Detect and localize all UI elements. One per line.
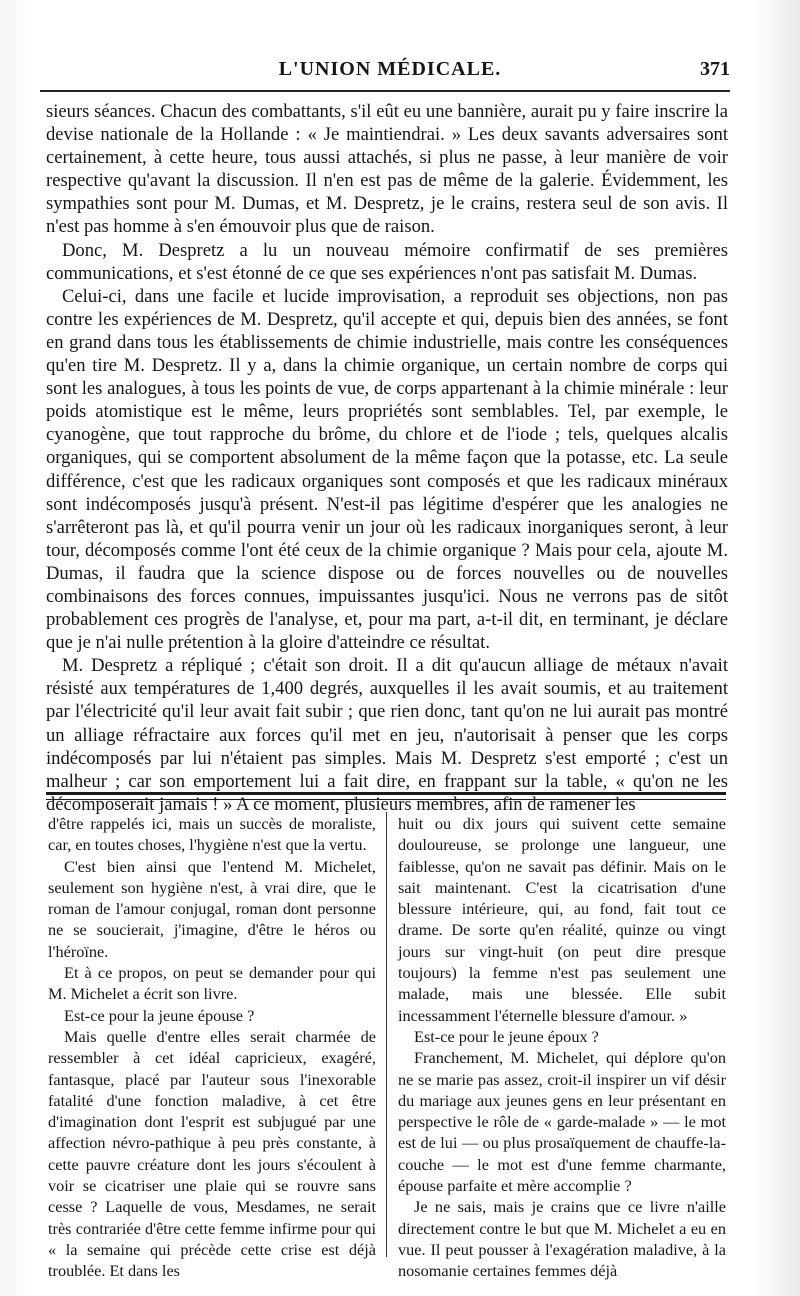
running-header (40, 58, 740, 90)
feuilleton-paragraph: Franchement, M. Michelet, qui déplore qu'on ne se marie pas assez, croit-il inspirer un vif désir du mariage aux jeunes gens en leur présentant en perspective le rôle de « garde-malade » — le mot est de lui — ou plus prosaïquement de chauffe-la-couche — le mot est d'une femme charmante, épouse parfaite et mère accomplie ? (398, 1048, 726, 1196)
feuilleton-paragraph: huit ou dix jours qui suivent cette semaine douloureuse, se prolonge une langueur, une faiblesse, qu'on ne savait pas définir. Mais on le sait maintenant. C'est la cicatrisation d'une blessure intérieure, qui, au fond, fait tout ce drame. De sorte qu'en réalité, quinze ou vingt jours sur vingt-huit (on peut dire presque toujours) la femme n'est pas seulement une malade, mais une blessée. Elle subit incessamment l'éternelle blessure d'amour. » (398, 814, 726, 1025)
journal-title: L'UNION MÉDICALE. (278, 58, 502, 80)
header-rule (40, 90, 730, 92)
main-paragraph: M. Despretz a répliqué ; c'était son droit. Il a dit qu'aucun alliage de métaux n'avait résisté aux températures de 1,400 degrés, auxquelles il les avait soumis, et au traitement par l'électricité qu'il leur avait fait subir ; que rien donc, tant qu'on ne lui aurait pas montré un alliage réfractaire aux forces qu'il met en jeu, n'autorisait à penser que les corps indécomposés par lui n'étaient pas simples. Mais M. Despretz s'est emporté ; c'est un malheur ; car son emportement lui a fait dire, en frappant sur la table, « qu'on ne les décomposerait jamais ! » A ce moment, plusieurs membres, afin de ramener les (46, 655, 728, 815)
main-paragraph: sieurs séances. Chacun des combattants, s'il eût eu une bannière, aurait pu y faire inscrire la devise nationale de la Hollande : « Je maintiendrai. » Les deux savants adversaires sont certainement, à cette heure, tous aussi attachés, si plus ne passe, à leur manière de voir respective qu'avant la discussion. Il n'en est pas de même de la galerie. Évidemment, les sympathies sont pour M. Dumas, et M. Despretz, je le crains, restera seul de son avis. Il n'est pas homme à s'en émouvoir plus que de raison. (46, 101, 728, 238)
feuilleton-left-column (48, 813, 376, 1282)
main-paragraph: Celui-ci, dans une facile et lucide improvisation, a reproduit ses objections, non pas contre les expériences de M. Despretz, qu'il accepte et qui, depuis bien des années, se font en grand dans tous les établissements de chimie industrielle, mais contre les conséquences qu'en tire M. Despretz. Il y a, dans la chimie organique, un certain nombre de corps qui sont les analogues, à tous les points de vue, de corps appartenant à la chimie minérale : leur poids atomistique est le même, leurs propriétés sont semblables. Tel, par exemple, le cyanogène, que tout rapproche du brôme, du chlore et de l'iode ; tels, quelques alcalis organiques, qui se comportent absolument de la même façon que la potasse, etc. La seule différence, c'est que les radicaux organiques sont composés et que les radicaux minéraux sont indécomposés jusqu'à présent. N'est-il pas légitime d'espérer que les analogies ne s'arrêteront pas là, et qu'il pourra venir un jour où les radicaux inorganiques seront, à leur tour, décomposés comme l'ont été ceux de la chimie organique ? Mais pour cela, ajoute M. Dumas, il faudra que la science dispose ou de forces nouvelles ou de nouvelles combinaisons des forces connues, impuissantes jusqu'ici. Nous ne verrons pas de sitôt probablement ces progrès de l'analyse, et, pour ma part, a-t-il dit, en terminant, je déclare que je n'ai nulle prétention à la gloire d'atteindre ce résultat. (46, 285, 728, 654)
feuilleton-separator (46, 792, 726, 800)
main-paragraph: Donc, M. Despretz a lu un nouveau mémoire confirmatif de ses premières communications, et s'est étonné de ce que ses expériences n'ont pas satisfait M. Dumas. (46, 239, 728, 284)
feuilleton-paragraph: Je ne sais, mais je crains que ce livre n'aille directement contre le but que M. Michelet a eu en vue. Il peut pousser à l'exagération maladive, à la nosomanie certaines femmes déjà (398, 1197, 726, 1281)
feuilleton-paragraph: d'être rappelés ici, mais un succès de moraliste, car, en toutes choses, l'hygiène n'est que la vertu. (48, 814, 376, 855)
feuilleton-paragraph: Mais quelle d'entre elles serait charmée de ressembler à cet idéal capricieux, exagéré, fantasque, placé par l'auteur sous l'inexorable fatalité d'une fonction maladive, à cet être d'imagination dont l'esprit est subjugué par une affection névro-pathique à peu près constante, à cette pauvre créature dont les jours s'écoulent à voir se cicatriser une plaie qui se rouvre sans cesse ? Laquelle de vous, Mesdames, ne serait très contrariée d'être cette femme infirme pour qui « la semaine qui précède cette crise est déjà troublée. Et dans les (48, 1026, 376, 1281)
feuilleton-paragraph: Est-ce pour le jeune époux ? (414, 1026, 599, 1046)
feuilleton-right-column (398, 813, 726, 1282)
main-article (46, 100, 728, 816)
column-divider (386, 812, 387, 1257)
feuilleton-paragraph: Et à ce propos, on peut se demander pour qui M. Michelet a écrit son livre. (48, 963, 376, 1004)
feuilleton-paragraph: C'est bien ainsi que l'entend M. Michelet, seulement son hygiène n'est, à vrai dire, que le roman de l'amour conjugal, roman dont personne ne se soucierait, j'imagine, d'être le héros ou l'héroïne. (48, 856, 376, 961)
feuilleton-paragraph: Est-ce pour la jeune épouse ? (64, 1005, 255, 1025)
page-number: 371 (700, 58, 730, 80)
